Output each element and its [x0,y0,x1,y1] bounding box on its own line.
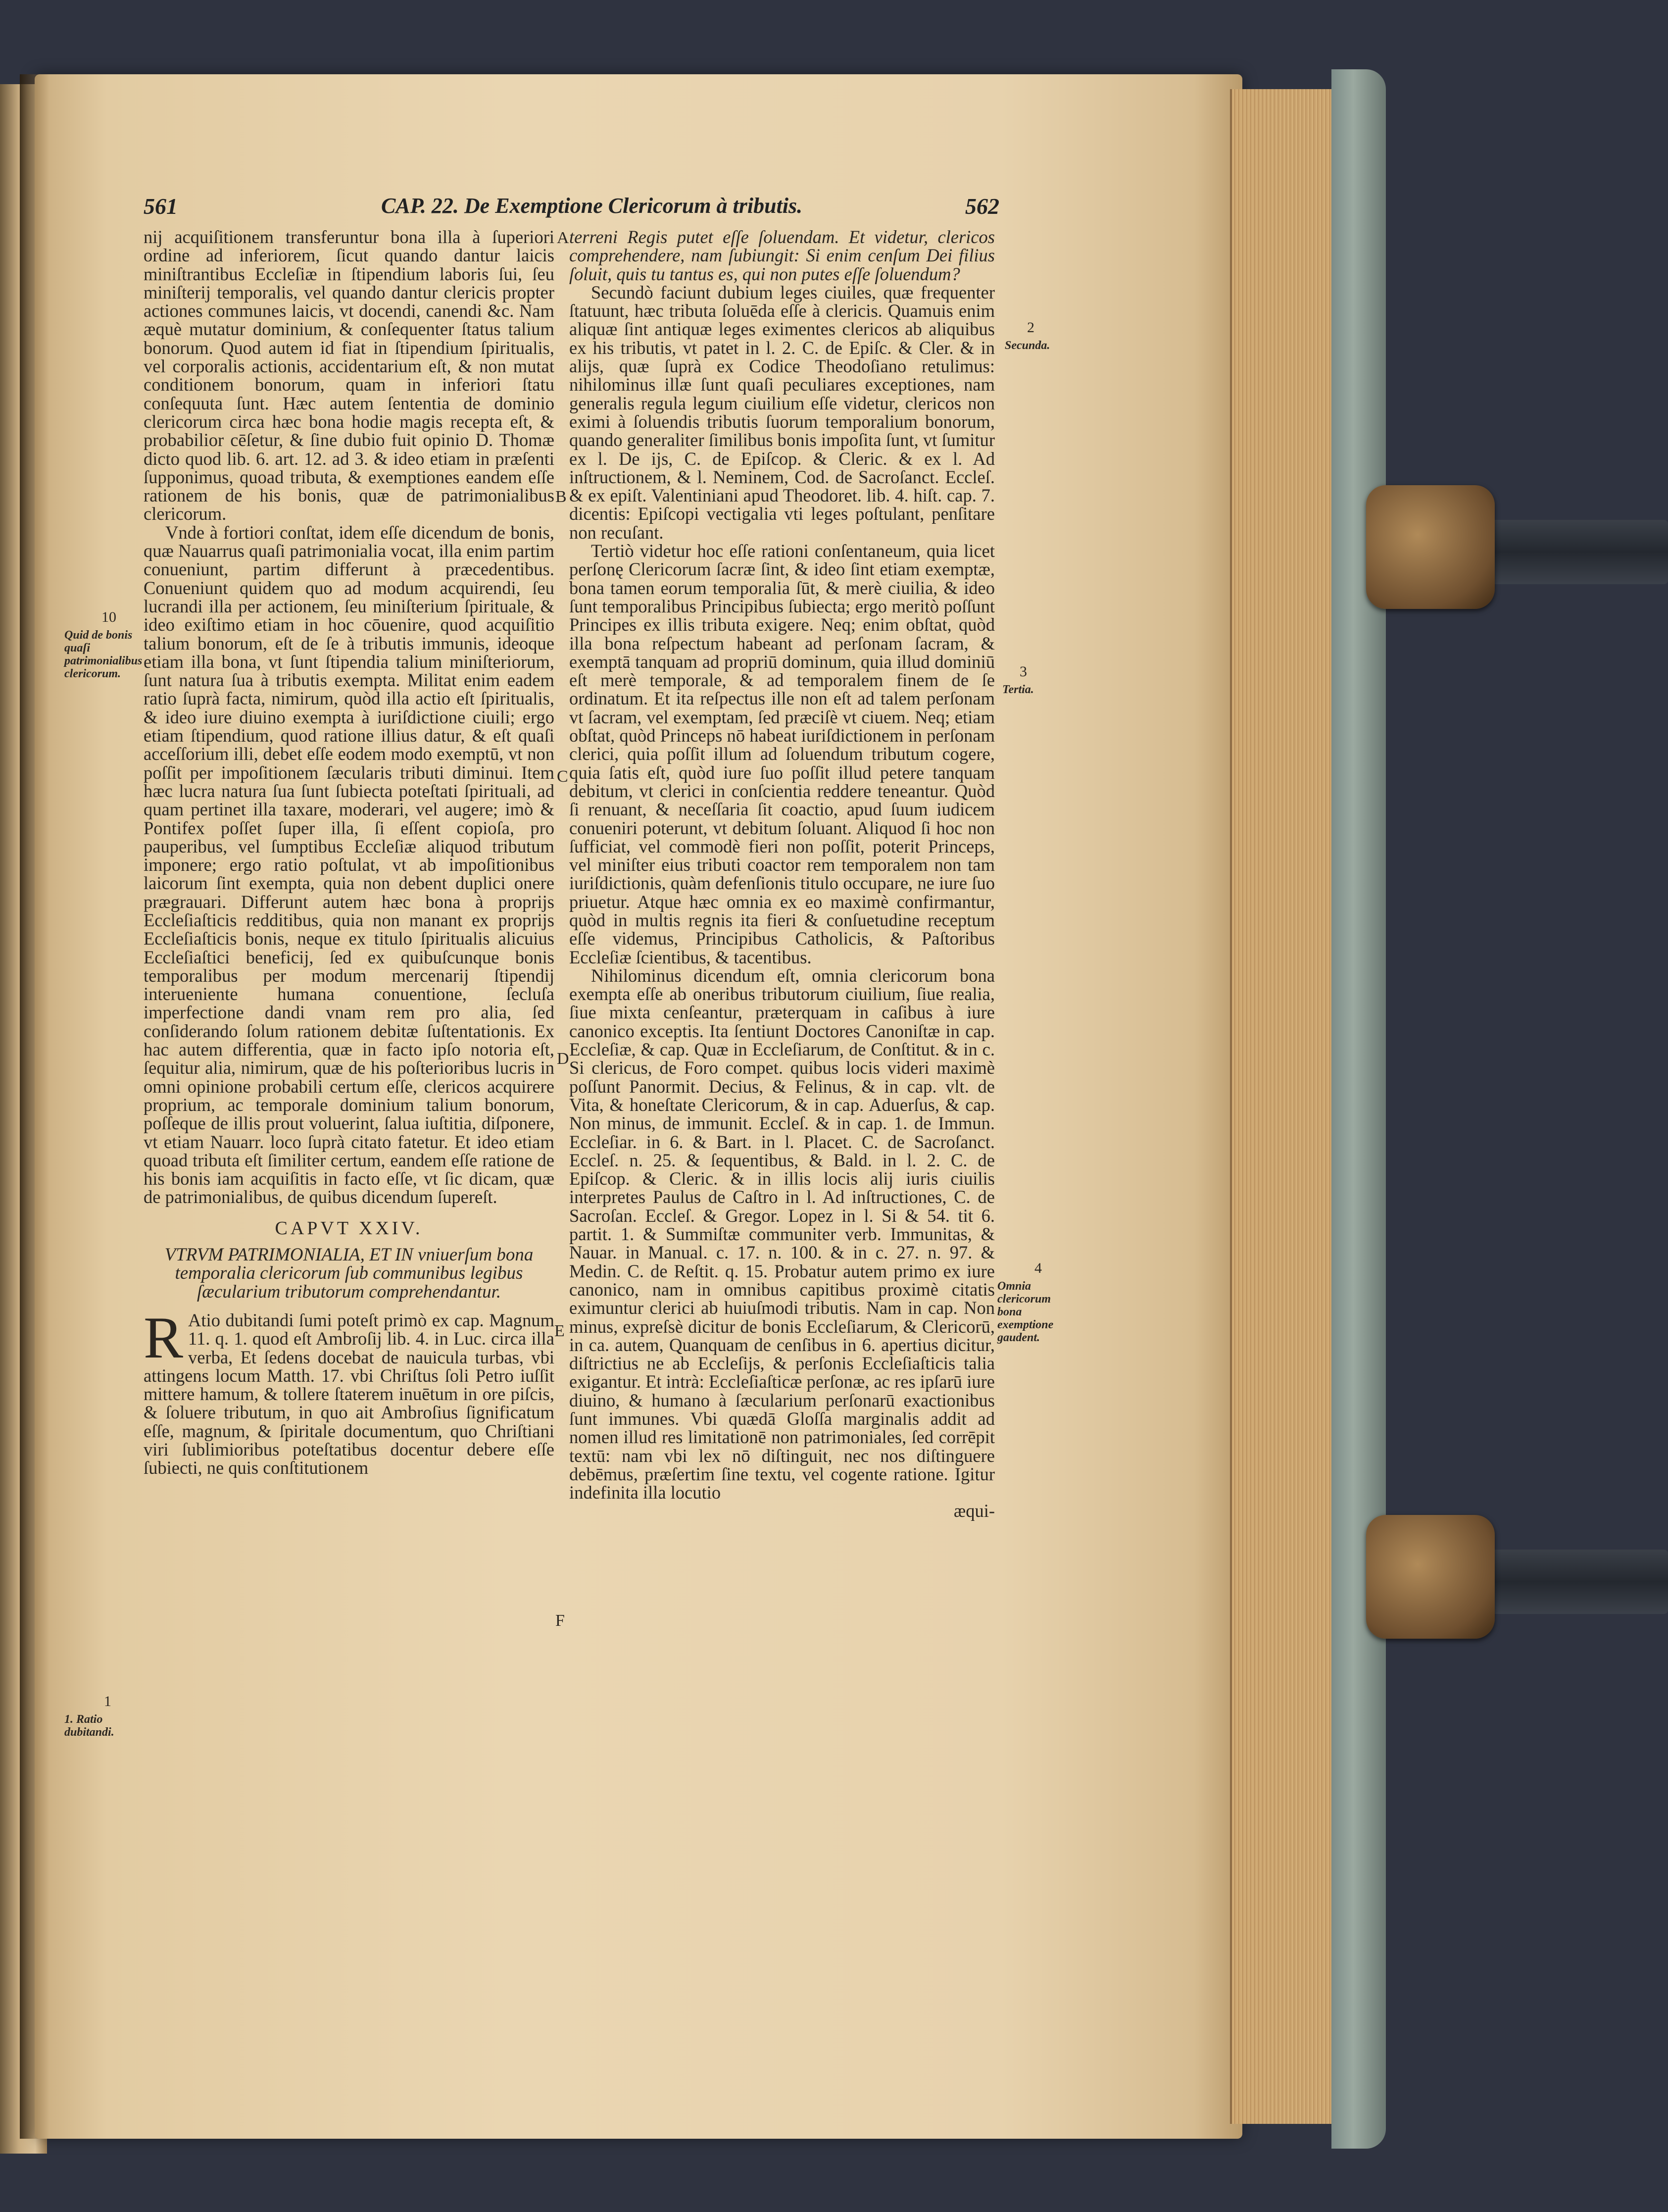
column-right [569,228,995,1906]
page-gutter [20,74,49,2139]
drop-cap: R [144,1304,184,1370]
margin-note-1: 1. Ratio dubitandi. [64,1713,114,1739]
margin-number-4: 4 [1034,1260,1042,1276]
paragraph [144,1304,554,1478]
paragraph-text: Atio dubitandi ſumi poteſt primò ex cap. Magnum 11. q. 1. quod eſt Ambroſij lib. 4. in Luc. circa illa verba, Et ſedens docebat de nauicula turbas, vbi attingens locum Matth. 17. vbi Chriſtus ſoli Petro iuſſit mittere hamum, & tollere ſtaterem inuētum in ore piſcis, & ſoluere tributum, in quo ait Ambroſius ſignificatum eſſe, magnum, & ſpiritale documentum, quo Chriſtiani viri ſublimioribus poteſtatibus docentur debere eſſe ſubiecti, ne quis conſtitutionem [144,1309,554,1478]
chapter-title: CAPVT XXIV. [275,1217,423,1239]
margin-number-10: 10 [101,609,116,625]
margin-note-2: Secunda. [1005,339,1050,352]
clasp-strap-upper [1465,520,1668,584]
section-letter-f: F [555,1611,565,1630]
section-letter-d: D [557,1050,569,1068]
page-number-right: 562 [965,194,999,219]
margin-number-3: 3 [1020,663,1027,680]
paragraph: terreni Regis putet eſſe ſoluendam. Et videtur, clericos comprehendere, nam ſubiungit: Si enim cenſum Dei filius ſoluit, quis tu tantus es, qui non putes eſſe ſoluendum? [569,227,995,284]
clasp-plate-lower [1366,1515,1495,1639]
section-letter-b: B [555,488,567,506]
column-left [144,228,554,1886]
margin-note-4: Omnia clericorum bona exemptione gaudent. [997,1280,1054,1344]
margin-note-10: Quid de bonis quaſi patrimonialibus clericorum. [64,629,143,680]
clasp-strap-lower [1465,1550,1668,1614]
running-title: CAP. 22. De Exemptione Clericorum à tributis. [381,194,803,218]
section-letter-c: C [557,767,568,786]
page-fore-edge [1230,89,1338,2124]
margin-number-2: 2 [1027,319,1034,336]
paragraph: Nihilominus dicendum eſt, omnia clericorum bona exempta eſſe ab oneribus tributorum ciuilium, ſiue realia, ſiue mixta cenſeantur, præterquam in caſibus à iure canonico exceptis. Ita ſentiunt Doctores Canoniſtæ in cap. Eccleſiæ, & cap. Quæ in Eccleſiarum, de Conſtitut. & in c. Si clericus, de Foro compet. quibus locis videri maximè poſſunt Panormit. Decius, & Felinus, & in cap. vlt. de Vita, & honeſtate Clericorum, & in cap. Aduerſus, & cap. Non minus, de immunit. Eccleſ. & in cap. 1. de Immun. Eccleſiar. in 6. & Bart. in l. Placet. C. de Sacroſanct. Eccleſ. n. 25. & ſequentibus, & Bald. in l. 2. C. de Epiſcop. & Cleric. & in illis locis alij iuris ciuilis interpretes Paulus de Caſtro in l. Ad inſtructiones, C. de Sacroſan. Eccleſ. & Gregor. Lopez in l. Si & 54. tit 6. partit. 1. & Summiſtæ communiter verb. Immunitas, & Nauar. in Manual. c. 17. n. 100. & in c. 27. n. 97. & Medin. C. de Reſtit. q. 15. Probatur autem primo ex iure canonico, nam in omnibus capitibus proximè citatis eximuntur clerici ab huiuſmodi tributis. Nam in cap. Non minus, expreſsè dicitur de bonis Eccleſiarum, & Clericorū, in ca. autem, Quanquam de cenſibus in 6. apertius dicitur, diſtrictius ne ab Eccleſijs, & perſonis Eccleſiaſticis talia exigantur. Et intrà: Eccleſiaſticæ perſonæ, ac res ipſarū iure diuino, & humano à ſæcularium perſonarū exactionibus ſunt immunes. Vbi quædā Gloſſa marginalis addit ad nomen illud res limitationē non patrimoniales, ſed corrēpit textū: nam vbi lex nō diſtinguit, nec nos diſtinguere debēmus, præſertim ſine textu, vel cogente ratione. Igitur indefinita illa locutio [569,965,995,1503]
catchword: æqui- [953,1501,995,1521]
margin-note-3: Tertia. [1002,683,1034,696]
page-number-left: 561 [144,194,178,219]
section-letter-a: A [557,229,569,247]
paragraph: Vnde à fortiori conſtat, idem eſſe dicendum de bonis, quæ Nauarrus quaſi patrimonialia vocat, illa enim partim conueniunt, partim differunt à præcedentibus. Conueniunt quidem quo ad modum acquirendi, ſeu lucrandi illa per actionem, ſeu miniſterium ſpirituale, & ideo exiſtimo etiam in hoc cōuenire, quod acquiſitio talium bonorum, eſt de ſe à tributis immunis, ideoque etiam illa bona, vt ſunt ſtipendia talium miniſteriorum, ſunt natura ſua à tributis exempta. Militat enim eadem ratio ſuprà facta, nimirum, quòd illa actio eſt ſpiritualis, & ideo iure diuino exempta à iuriſdictione ciuili; ergo etiam ſtipendium, quod ratione illius datur, & eſt quaſi acceſſorium illi, debet eſſe eodem modo exemptū, vt non poſſit per impoſitionem ſæcularis tributi diminui. Item hæc lucra natura ſua ſunt ſubiecta poteſtati ſpirituali, ad quam pertinet illa taxare, moderari, vel augere; imò & Pontifex poſſet ſuper illa, ſi eſſent copioſa, pro pauperibus, vel ſumptibus Eccleſiæ aliquod tributum imponere; ergo ratio poſtulat, vt ab impoſitionibus laicorum ſint exempta, quia non debent duplici onere prægrauari. Differunt autem hæc bona à proprijs Eccleſiaſticis redditibus, quia non manant ex proprijs Eccleſiaſticis bonis, neque ex titulo ſpiritualis alicuius Eccleſiaſtici beneficij, ſed ex quibuſcunque bonis temporalibus per modum mercenarij ſtipendij interueniente humana conuentione, ſecluſa imperfectione dandi vnam rem pro alia, ſed conſiderando ſolum rationem debitæ ſuſtentationis. Ex hac autem differentia, quæ in facto ipſo notoria eſt, ſequitur alia, nimirum, quæ de his poſterioribus lucris in omni opinione probabili certum eſſe, clericos acquirere proprium, ac temporale dominium talium bonorum, poſſeque de illis prout voluerint, ſalua iuſtitia, diſponere, vt etiam Nauarr. loco ſuprà citato fatetur. Et ideo etiam quoad tributa eſt ſimiliter certum, eandem eſſe ratione de his bonis iam acquiſitis in facto eſſe, vt ſic dicam, quæ de patrimonialibus, de quibus dicendum ſupereſt. [144,522,554,1207]
paragraph: Tertiò videtur hoc eſſe rationi conſentaneum, quia licet perſonę Clericorum ſacræ ſint, & ideo ſint etiam exemptæ, bona tamen eorum temporalia ſūt, & merè ciuilia, & ideo ſunt temporalibus Principibus ſubiecta; ergo meritò poſſunt Principes ex illis tributa exigere. Neq; enim obſtat, quòd illa bona reſpectum habeant ad perſonam ſacram, & exemptā tanquam ad propriū dominum, quia illud dominiū eſt merè temporale, & ad temporalem finem de ſe ordinatum. Et ita reſpectus ille non eſt ad talem perſonam vt ſacram, vel exemptam, ſed præciſè vt ciuem. Neq; etiam obſtat, quòd Princeps nō habeat iuriſdictionem in perſonam clerici, quia poſſit illum ad ſoluendum tributum cogere, quia ſatis eſt, quòd iure ſuo poſſit illud petere tanquam debitum, vt clerici in conſcientia reddere teneantur. Quòd ſi renuant, & neceſſaria ſit coactio, apud ſuum iudicem conueniri poterunt, vt debitum ſoluant. Aliquod ſi hoc non ſufficiat, vel commodè fieri non poſſit, poterit Princeps, vel miniſter eius tributi coactor rem temporalem non tam iuriſdictionis, quàm defenſionis titulo occupare, ne iure ſuo priuetur. Atque hæc omnia ex eo maximè confirmantur, quòd in multis regnis ita fieri & conſuetudine receptum eſſe videmus, Principibus Catholicis, & Paſtoribus Eccleſiæ ſcientibus, & tacentibus. [569,541,995,967]
clasp-plate-upper [1366,485,1495,609]
section-letter-e: E [554,1322,565,1340]
margin-number-1: 1 [104,1693,111,1709]
cover-board [1331,69,1386,2149]
section-title: VTRVM PATRIMONIALIA, ET IN vniuerſum bona temporalia clericorum ſub communibus legibus ſæcularium tributorum comprehendantur. [164,1245,534,1302]
paragraph: nij acquiſitionem transferuntur bona illa à ſuperiori ordine ad inferiorem, ſicut quando dantur laicis miniſtrantibus Eccleſiæ in ſtipendium laboris ſui, ſeu miniſterij temporalis, vel quando dantur clericis propter actiones communes laicis, vt docendi, canendi &c. Nam æquè mutatur dominium, & conſequenter ſtatus talium bonorum. Quod autem id fiat in ſtipendium ſpiritualis, vel corporalis actionis, accidentarium eſt, & non mutat conditionem bonorum, quam in inferiori ſtatu conſequuta ſunt. Hæc autem ſententia de dominio clericorum circa hæc bona hodie magis recepta eſt, & probabilior cēſetur, & ſine dubio fuit opinio D. Thomæ dicto quod lib. 6. art. 12. ad 3. & ideo etiam in præſenti ſupponimus, quoad tributa, & exemptiones eandem eſſe rationem de his bonis, quæ de patrimonialibus clericorum. [144,227,554,524]
paragraph: Secundò faciunt dubium leges ciuiles, quæ frequenter ſtatuunt, hæc tributa ſoluēda eſſe à clericis. Quamuis enim aliquæ ſint antiquæ leges eximentes clericos ab aliquibus ex his tributis, vt patet in l. 2. C. de Epiſc. & Cler. & in alijs, quæ ſuprà ex Codice Theodoſiano retulimus: nihilominus illæ ſunt quaſi peculiares exceptiones, nam generalis regula legum ciuilium eſſe videtur, clericos non eximi à ſoluendis tributis ſuorum temporalium bonorum, quando generaliter ſimilibus bonis impoſita ſunt, vt ſumitur ex l. De ijs, C. de Epiſcop. & Cleric. & ex l. Ad inſtructionem, & l. Neminem, Cod. de Sacroſanct. Eccleſ. & ex epiſt. Valentiniani apud Theodoret. lib. 4. hiſt. cap. 7. dicentis: Epiſcopi vectigalia vti leges poſtulant, penſitare non recuſant. [569,282,995,543]
